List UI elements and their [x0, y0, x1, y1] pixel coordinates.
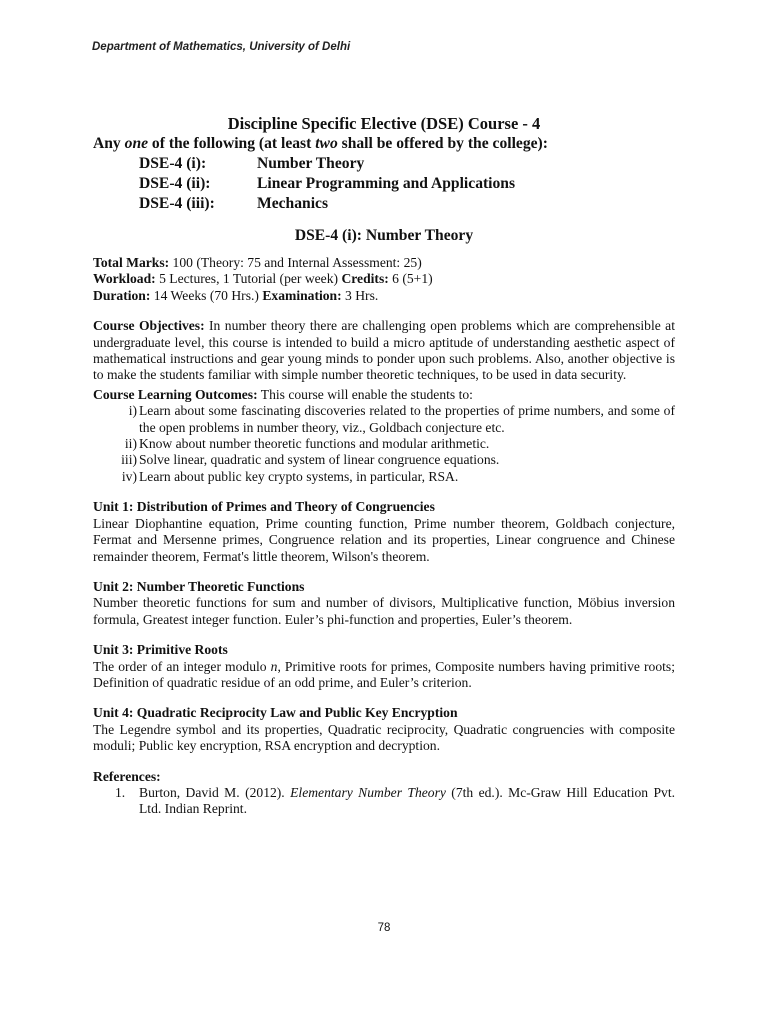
credits-value: 6 (5+1) — [388, 271, 433, 287]
course-details — [93, 255, 675, 304]
list-number: i) — [128, 403, 137, 419]
references-list — [93, 785, 675, 818]
instruction-emphasis-two: two — [315, 135, 338, 152]
page-header: Department of Mathematics, University of Delhi — [92, 41, 351, 53]
list-number: ii) — [124, 436, 137, 452]
instruction-part: of the following (at least — [148, 135, 316, 152]
reference-publisher: (7th ed.). Mc-Graw Hill Education Pvt. Ltd. Indian Reprint. — [139, 784, 675, 817]
reference-author: Burton, David M. (2012). — [139, 784, 291, 800]
dse-option-name: Number Theory — [257, 155, 365, 172]
outcomes-label: Course Learning Outcomes: — [93, 386, 258, 402]
workload-line — [93, 271, 675, 287]
outcomes-intro: This course will enable the students to: — [257, 386, 473, 402]
reference-book-title: Elementary Number Theory — [290, 784, 446, 800]
dse-options-list — [139, 154, 675, 214]
instruction-part: Any — [93, 135, 125, 152]
list-number: iii) — [121, 452, 137, 468]
objectives-label: Course Objectives: — [93, 318, 205, 334]
list-number: iv) — [121, 468, 137, 484]
document-body — [93, 114, 675, 818]
unit-section — [93, 705, 675, 754]
list-text: Learn about some fascinating discoveries related to the properties of prime numbers, and some of the open problems in number theory, viz., Goldbach conjecture etc. — [139, 403, 675, 435]
unit-section — [93, 579, 675, 628]
page-title: Discipline Specific Elective (DSE) Course - 4 — [227, 114, 541, 133]
dse-option — [139, 174, 675, 194]
page-number: 78 — [377, 922, 391, 934]
unit-body-text: , Primitive roots for primes, Composite numbers having primitive roots; Definition of quadratic residue of an odd prime, and Euler’s criterion. — [93, 658, 675, 690]
workload-label: Workload: — [93, 271, 156, 287]
outcomes-list — [93, 403, 675, 485]
unit-body: Number theoretic functions for sum and number of divisors, Multiplicative function, Möbius inversion formula, Greatest integer function. Euler’s phi-function and properties, Euler’s theorem. — [93, 595, 675, 627]
references-heading: References: — [93, 768, 161, 784]
variable-n: n — [270, 658, 278, 674]
total-marks-line — [93, 255, 675, 271]
learning-outcomes — [93, 387, 675, 485]
unit-body-text: The order of an integer modulo — [93, 658, 271, 674]
instruction-part: shall be offered by the college): — [337, 135, 548, 152]
dse-option-name: Mechanics — [257, 195, 329, 212]
references-section — [93, 769, 675, 818]
duration-line — [93, 288, 675, 304]
list-text: Know about number theoretic functions and modular arithmetic. — [139, 436, 490, 452]
credits-label: Credits: — [341, 271, 389, 287]
unit-title: Unit 2: Number Theoretic Functions — [93, 578, 305, 594]
duration-value: 14 Weeks (70 Hrs.) — [150, 287, 263, 303]
total-marks-label: Total Marks: — [93, 255, 170, 270]
course-title: DSE-4 (i): Number Theory — [294, 227, 474, 244]
unit-body: The Legendre symbol and its properties, Quadratic reciprocity, Quadratic congruencies with composite moduli; Public key encryption, RSA encryption and decryption. — [93, 721, 675, 754]
examination-value: 3 Hrs. — [341, 287, 379, 303]
list-item — [93, 452, 675, 468]
dse-choice-instruction — [93, 134, 675, 154]
dse-option — [139, 194, 675, 214]
unit-section — [93, 642, 675, 691]
course-objectives — [93, 318, 675, 384]
dse-option-code: DSE-4 (ii): — [139, 175, 211, 192]
instruction-emphasis-one: one — [124, 135, 149, 152]
unit-title: Unit 3: Primitive Roots — [93, 642, 228, 658]
list-number: 1. — [115, 784, 126, 800]
duration-label: Duration: — [93, 287, 151, 303]
list-item — [93, 469, 675, 485]
list-text: Solve linear, quadratic and system of linear congruence equations. — [139, 452, 500, 468]
dse-option-code: DSE-4 (i): — [139, 155, 207, 172]
dse-option — [139, 154, 675, 174]
outcomes-heading — [93, 387, 675, 403]
unit-title: Unit 1: Distribution of Primes and Theory of Congruencies — [93, 499, 435, 515]
total-marks-value: 100 (Theory: 75 and Internal Assessment: 25) — [169, 255, 422, 270]
examination-label: Examination: — [262, 287, 342, 303]
dse-option-code: DSE-4 (iii): — [139, 195, 215, 212]
unit-section — [93, 499, 675, 565]
dse-option-name: Linear Programming and Applications — [257, 175, 516, 192]
list-item — [93, 403, 675, 436]
list-text: Learn about public key crypto systems, in particular, RSA. — [139, 468, 459, 484]
workload-value: 5 Lectures, 1 Tutorial (per week) — [155, 271, 342, 287]
list-item — [93, 436, 675, 452]
unit-title: Unit 4: Quadratic Reciprocity Law and Public Key Encryption — [93, 705, 458, 721]
list-item — [93, 785, 675, 818]
objectives-text: In number theory there are challenging open problems which are comprehensible at undergraduate level, this course is intended to build a micro aptitude of understanding aesthetic aspect of mathematical instructions and gear young minds to ponder upon such problems. Also, another objective is to make the students familiar with simple number theoretic techniques, to be used in data security. — [93, 318, 675, 383]
unit-body: Linear Diophantine equation, Prime counting function, Prime number theorem, Goldbach conjecture, Fermat and Mersenne primes, Congruence relation and its properties, Linear congruence and Chinese remainder theorem, Fermat's little theorem, Wilson's theorem. — [93, 515, 675, 564]
unit-body — [93, 659, 675, 692]
